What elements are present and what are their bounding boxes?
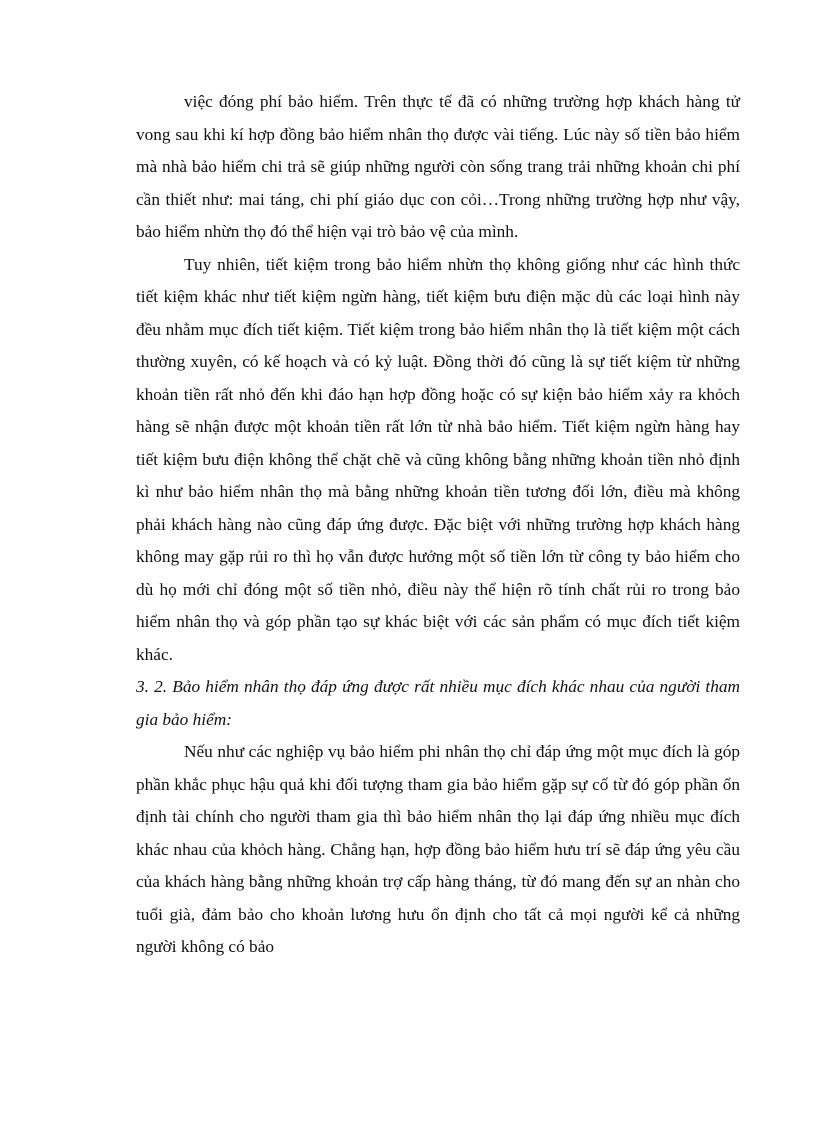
paragraph-continued: việc đóng phí bảo hiểm. Trên thực tế đã có những trường hợp khách hàng tử vong sau khi kí hợp đồng bảo hiểm nhân thọ được vài tiếng. Lúc này số tiền bảo hiểm mà nhà bảo hiểm chi trả sẽ giúp những người còn sống trang trải những khoản chi phí cần thiết như: mai táng, chi phí giáo dục con cỏi…Trong những trường hợp như vậy, bảo hiểm nhừn thọ đó thể hiện vại trò bảo vệ của mình.: [136, 92, 740, 241]
paragraph-purposes: Nếu như các nghiệp vụ bảo hiểm phi nhân thọ chỉ đáp ứng một mục đích là góp phần khắc phục hậu quả khi đối tượng tham gia bảo hiểm gặp sự cố từ đó góp phần ổn định tài chính cho người tham gia thì bảo hiểm nhân thọ lại đáp ứng nhiều mục đích khác nhau của khỏch hàng. Chẳng hạn, hợp đồng bảo hiểm hưu trí sẽ đáp ứng yêu cầu của khách hàng bằng những khoản trợ cấp hàng tháng, từ đó mang đến sự an nhàn cho tuổi già, đảm bảo cho khoản lương hưu ổn định cho tất cả mọi người kể cả những người không có bảo: [136, 742, 740, 956]
paragraph-savings: Tuy nhiên, tiết kiệm trong bảo hiểm nhừn thọ không giống như các hình thức tiết kiệm khác như tiết kiệm ngừn hàng, tiết kiệm bưu điện mặc dù các loại hình này đều nhằm mục đích tiết kiệm. Tiết kiệm trong bảo hiểm nhân thọ là tiết kiệm một cách thường xuyên, có kế hoạch và có kỷ luật. Đồng thời đó cũng là sự tiết kiệm từ những khoản tiền rất nhỏ đến khi đáo hạn hợp đồng hoặc có sự kiện bảo hiểm xảy ra khỏch hàng sẽ nhận được một khoản tiền rất lớn từ nhà bảo hiểm. Tiết kiệm ngừn hàng hay tiết kiệm bưu điện không thể chặt chẽ và cũng không bằng những khoản tiền nhỏ định kì như bảo hiểm nhân thọ mà bằng những khoản tiền tương đối lớn, điều mà không phải khách hàng nào cũng đáp ứng được. Đặc biệt với những trường hợp khách hàng không may gặp rủi ro thì họ vẫn được hưởng một số tiền lớn từ công ty bảo hiểm cho dù họ mới chỉ đóng một số tiền nhỏ, điều này thể hiện rõ tính chất rủi ro trong bảo hiểm nhân thọ và góp phần tạo sự khác biệt với các sản phẩm có mục đích tiết kiệm khác.: [136, 254, 740, 664]
document-page: [136, 86, 740, 964]
section-heading: 3. 2. Bảo hiểm nhân thọ đáp ứng được rất nhiều mục đích khác nhau của người tham gia bảo hiểm:: [136, 677, 740, 729]
